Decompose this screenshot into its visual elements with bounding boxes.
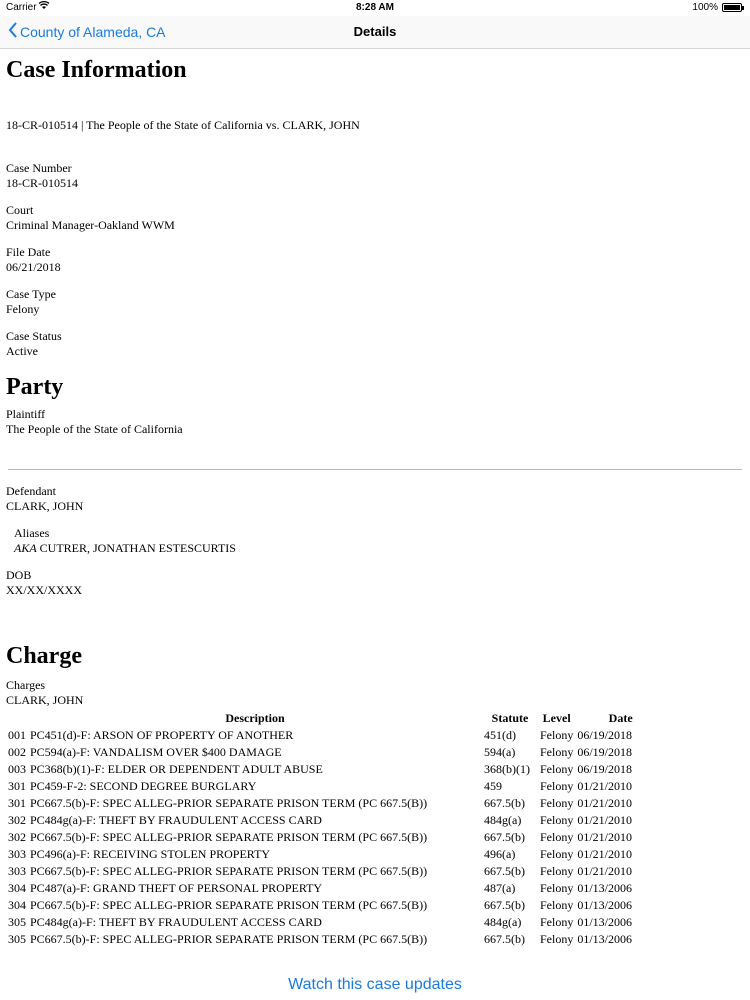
charge-number: 303 — [8, 864, 26, 878]
date-column-header: Date — [608, 711, 633, 725]
dob-label: DOB — [6, 568, 32, 582]
table-row — [6, 914, 666, 931]
description-column-header: Description — [225, 711, 285, 725]
table-row — [6, 761, 666, 778]
charge-statute: 484g(a) — [484, 915, 522, 929]
charge-number: 303 — [8, 847, 26, 861]
charge-date: 01/13/2006 — [577, 881, 633, 895]
charge-heading: Charge — [6, 643, 82, 669]
charge-date: 01/21/2010 — [577, 813, 633, 827]
case-type-label: Case Type — [6, 287, 56, 301]
charge-level: Felony — [540, 932, 574, 946]
charge-description: PC484g(a)-F: THEFT BY FRAUDULENT ACCESS CARD — [30, 915, 322, 929]
dob-value: XX/XX/XXXX — [6, 583, 82, 597]
case-status-label: Case Status — [6, 329, 62, 343]
charge-statute: 368(b)(1) — [484, 762, 530, 776]
clock: 8:28 AM — [356, 2, 394, 13]
case-number-value: 18-CR-010514 — [6, 176, 78, 190]
charge-statute: 667.5(b) — [484, 864, 525, 878]
footer-bar — [0, 970, 750, 1000]
charge-statute: 667.5(b) — [484, 898, 525, 912]
charges-label: Charges — [6, 678, 46, 692]
charge-date: 01/21/2010 — [577, 779, 633, 793]
charge-number: 305 — [8, 915, 26, 929]
charge-description: PC487(a)-F: GRAND THEFT OF PERSONAL PROPERTY — [30, 881, 323, 895]
charge-statute: 496(a) — [484, 847, 516, 861]
charge-level: Felony — [540, 813, 574, 827]
charge-statute: 594(a) — [484, 745, 516, 759]
file-date-label: File Date — [6, 245, 51, 259]
charge-description: PC451(d)-F: ARSON OF PROPERTY OF ANOTHER — [30, 728, 294, 742]
watch-case-updates-button[interactable]: Watch this case updates — [288, 976, 462, 993]
table-row — [6, 880, 666, 897]
aka-label: AKA — [14, 541, 37, 555]
case-number-label: Case Number — [6, 161, 72, 175]
case-details-scroll[interactable] — [0, 48, 750, 970]
defendant-label: Defendant — [6, 484, 56, 498]
charge-date: 01/13/2006 — [577, 898, 633, 912]
charge-level: Felony — [540, 762, 574, 776]
charge-description: PC484g(a)-F: THEFT BY FRAUDULENT ACCESS CARD — [30, 813, 322, 827]
charge-description: PC667.5(b)-F: SPEC ALLEG-PRIOR SEPARATE PRISON TERM (PC 667.5(B)) — [30, 830, 428, 844]
table-row — [6, 744, 666, 761]
case-summary: 18-CR-010514 | The People of the State of California vs. CLARK, JOHN — [6, 118, 360, 132]
charge-statute: 487(a) — [484, 881, 516, 895]
charge-date: 01/13/2006 — [577, 932, 633, 946]
charge-number: 304 — [8, 881, 26, 895]
charge-number: 002 — [8, 745, 26, 759]
charge-level: Felony — [540, 830, 574, 844]
charge-description: PC667.5(b)-F: SPEC ALLEG-PRIOR SEPARATE PRISON TERM (PC 667.5(B)) — [30, 932, 428, 946]
table-row — [6, 846, 666, 863]
charge-level: Felony — [540, 745, 574, 759]
charge-level: Felony — [540, 915, 574, 929]
charge-level: Felony — [540, 847, 574, 861]
table-row — [6, 795, 666, 812]
level-column-header: Level — [542, 711, 571, 725]
party-heading: Party — [6, 374, 64, 400]
charge-level: Felony — [540, 864, 574, 878]
charge-number: 003 — [8, 762, 26, 776]
charge-description: PC594(a)-F: VANDALISM OVER $400 DAMAGE — [30, 745, 282, 759]
charge-number: 302 — [8, 813, 26, 827]
statute-column-header: Statute — [491, 711, 529, 725]
charge-date: 01/21/2010 — [577, 830, 633, 844]
charge-description: PC667.5(b)-F: SPEC ALLEG-PRIOR SEPARATE PRISON TERM (PC 667.5(B)) — [30, 864, 428, 878]
charge-level: Felony — [540, 881, 574, 895]
charge-statute: 667.5(b) — [484, 796, 525, 810]
charge-number: 001 — [8, 728, 26, 742]
charge-statute: 451(d) — [484, 728, 516, 742]
table-row — [6, 863, 666, 880]
file-date-value: 06/21/2018 — [6, 260, 61, 274]
charge-statute: 667.5(b) — [484, 830, 525, 844]
battery-percent: 100% — [692, 2, 718, 13]
alias-entry — [6, 541, 744, 556]
court-label: Court — [6, 203, 34, 217]
charge-number: 305 — [8, 932, 26, 946]
table-row — [6, 931, 666, 948]
aliases-label: Aliases — [14, 526, 50, 540]
charges-party-name: CLARK, JOHN — [6, 693, 84, 707]
table-row — [6, 829, 666, 846]
table-row — [6, 778, 666, 795]
charge-statute: 484g(a) — [484, 813, 522, 827]
carrier-label: Carrier — [6, 2, 37, 13]
charge-number: 302 — [8, 830, 26, 844]
charges-table — [6, 710, 666, 948]
plaintiff-value: The People of the State of California — [6, 422, 183, 436]
charge-date: 01/21/2010 — [577, 847, 633, 861]
table-row — [6, 812, 666, 829]
status-bar — [0, 0, 750, 16]
charge-statute: 667.5(b) — [484, 932, 525, 946]
court-value: Criminal Manager-Oakland WWM — [6, 218, 175, 232]
table-row — [6, 727, 666, 744]
charges-table-header — [6, 710, 666, 727]
defendant-value: CLARK, JOHN — [6, 499, 84, 513]
charge-date: 06/19/2018 — [577, 728, 633, 742]
charge-description: PC667.5(b)-F: SPEC ALLEG-PRIOR SEPARATE PRISON TERM (PC 667.5(B)) — [30, 796, 428, 810]
charge-level: Felony — [540, 898, 574, 912]
charge-description: PC496(a)-F: RECEIVING STOLEN PROPERTY — [30, 847, 271, 861]
table-row — [6, 897, 666, 914]
charge-description: PC368(b)(1)-F: ELDER OR DEPENDENT ADULT ABUSE — [30, 762, 323, 776]
back-button-label: County of Alameda, CA — [20, 23, 166, 40]
charge-date: 01/21/2010 — [577, 864, 633, 878]
charge-statute: 459 — [484, 779, 502, 793]
charge-date: 01/13/2006 — [577, 915, 633, 929]
charge-number: 301 — [8, 796, 26, 810]
charge-date: 06/19/2018 — [577, 762, 633, 776]
case-type-value: Felony — [6, 302, 40, 316]
battery-icon — [722, 3, 742, 12]
charge-number: 301 — [8, 779, 26, 793]
plaintiff-label: Plaintiff — [6, 407, 46, 421]
charge-level: Felony — [540, 796, 574, 810]
case-information-heading: Case Information — [6, 57, 187, 83]
charge-description: PC667.5(b)-F: SPEC ALLEG-PRIOR SEPARATE PRISON TERM (PC 667.5(B)) — [30, 898, 428, 912]
charge-level: Felony — [540, 779, 574, 793]
navigation-bar — [0, 16, 750, 49]
page-title: Details — [353, 24, 397, 39]
charge-date: 01/21/2010 — [577, 796, 633, 810]
charge-level: Felony — [540, 728, 574, 742]
alias-value: CUTRER, JONATHAN ESTESCURTIS — [39, 541, 236, 555]
charge-description: PC459-F-2: SECOND DEGREE BURGLARY — [30, 779, 257, 793]
charge-date: 06/19/2018 — [577, 745, 633, 759]
charge-number: 304 — [8, 898, 26, 912]
case-status-value: Active — [6, 344, 38, 358]
